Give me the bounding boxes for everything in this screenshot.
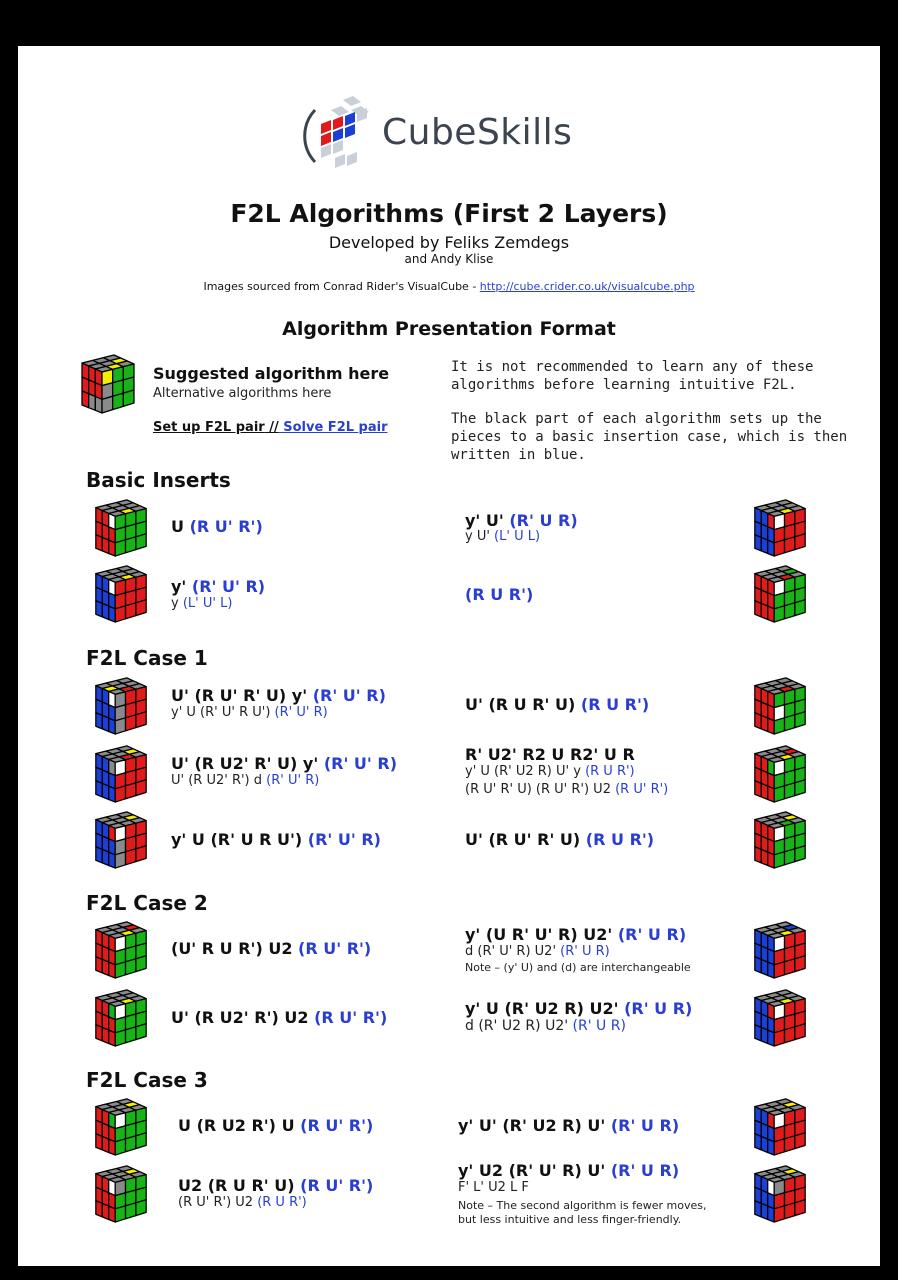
alg-case3-a: U (R U2 R') U (R U' R') (178, 1116, 374, 1135)
alg-case3-b: y' U' (R' U2 R) U' (R' U R) (458, 1116, 680, 1135)
section-basic-inserts: Basic Inserts (86, 468, 231, 492)
format-solve: Solve F2L pair (278, 420, 388, 435)
source-credit-text: Images sourced from Conrad Rider's VisualCube - (203, 280, 480, 293)
page-title: F2L Algorithms (First 2 Layers) (230, 199, 668, 228)
alg-case3-c: U2 (R U R' U) (R U' R') (178, 1176, 374, 1195)
cube-case3-b-icon (749, 1095, 811, 1157)
note-case3-d-1: Note – The second algorithm is fewer moves, (458, 1199, 707, 1212)
format-paragraph-1: It is not recommended to learn any of these algorithms before learning intuitive F2L. (451, 359, 814, 393)
cube-basic-1-icon (90, 496, 152, 558)
alg-case1-e: y' U (R' U R U') (R' U' R) (171, 830, 381, 849)
note-case2-b: Note – (y' U) and (d) are interchangeable (465, 961, 691, 974)
alg-basic-1: U (R U' R') (171, 517, 263, 536)
cube-case1-b-icon (749, 674, 811, 736)
alt-case2-b: d (R' U' R) U2' (R' U R) (465, 944, 610, 959)
alg-case1-f: U' (R U' R' U) (R U R') (465, 830, 655, 849)
cube-case1-a-icon (90, 674, 152, 736)
cube-case2-d-icon (749, 986, 811, 1048)
format-suggested: Suggested algorithm here (153, 364, 390, 383)
cube-case3-c-icon (90, 1162, 152, 1224)
cube-case1-f-icon (749, 808, 811, 870)
alg-case2-a: (U' R U R') U2 (R U' R') (171, 939, 372, 958)
alt-basic-3: y (L' U' L) (171, 596, 233, 611)
alt-case2-d: d (R' U2 R) U2' (R' U R) (465, 1018, 626, 1034)
developer-credit: Developed by Feliks Zemdegs (328, 233, 570, 252)
cubeskills-logo-icon (301, 96, 381, 176)
section-f2l-case-3: F2L Case 3 (86, 1068, 208, 1092)
format-alternative: Alternative algorithms here (153, 386, 332, 401)
alt-basic-2: y U' (L' U L) (465, 529, 541, 544)
source-credit (18, 280, 880, 293)
alg-case2-d: y' U (R' U2 R) U2' (R' U R) (465, 999, 693, 1018)
cube-case1-d-icon (749, 742, 811, 804)
alg-basic-2: y' U' (R' U R) (465, 511, 578, 530)
cube-case1-e-icon (90, 808, 152, 870)
alt-case1-d-1: y' U (R' U2 R) U' y (R U R') (465, 764, 635, 779)
alg-case2-b: y' (U R' U' R) U2' (R' U R) (465, 925, 687, 944)
alg-case1-c: U' (R U2' R' U) y' (R' U' R) (171, 754, 398, 773)
note-case3-d-2: but less intuitive and less finger-friendly. (458, 1213, 682, 1226)
cube-case3-a-icon (90, 1095, 152, 1157)
cube-case2-a-icon (90, 918, 152, 980)
cube-case3-d-icon (749, 1162, 811, 1224)
document-page (18, 46, 880, 1266)
visualcube-link[interactable]: http://cube.crider.co.uk/visualcube.php (479, 280, 695, 293)
alg-case1-a: U' (R U' R' U) y' (R' U' R) (171, 686, 386, 705)
section-f2l-case-1: F2L Case 1 (86, 646, 208, 670)
alg-case3-d: y' U2 (R' U' R) U' (R' U R) (458, 1161, 680, 1180)
cube-basic-2-icon (749, 496, 811, 558)
format-heading: Algorithm Presentation Format (282, 318, 616, 340)
format-setup: Set up F2L pair (153, 420, 265, 435)
alg-basic-4: (R U R') (465, 585, 534, 604)
alg-case1-d: R' U2' R2 U R2' U R (465, 745, 635, 764)
cube-basic-4-icon (749, 562, 811, 624)
alt-case1-a: y' U (R' U' R U') (R' U' R) (171, 705, 328, 720)
cube-case2-b-icon (749, 918, 811, 980)
alt-case1-c: U' (R U2' R') d (R' U' R) (171, 773, 320, 788)
coauthor-credit: and Andy Klise (404, 252, 494, 266)
logo-wordmark: CubeSkills (382, 112, 573, 153)
alt-case3-c: (R U' R') U2 (R U R') (178, 1195, 307, 1210)
cube-case2-c-icon (90, 986, 152, 1048)
section-f2l-case-2: F2L Case 2 (86, 891, 208, 915)
cube-basic-3-icon (90, 562, 152, 624)
alt-case1-d-2: (R U' R' U) (R U' R') U2 (R U' R') (465, 782, 669, 797)
format-separator: // (264, 420, 279, 435)
format-setup-solve (153, 420, 388, 435)
alg-case1-b: U' (R U R' U) (R U R') (465, 695, 650, 714)
alt-case3-d: F' L' U2 L F (458, 1180, 529, 1195)
cube-case1-c-icon (90, 742, 152, 804)
alg-case2-c: U' (R U2' R') U2 (R U' R') (171, 1008, 388, 1027)
cube-example-icon (76, 351, 140, 415)
format-paragraph-2: The black part of each algorithm sets up the pieces to a basic insertion case, which is then written in blue. (451, 411, 848, 463)
alg-basic-3: y' (R' U' R) (171, 577, 266, 596)
